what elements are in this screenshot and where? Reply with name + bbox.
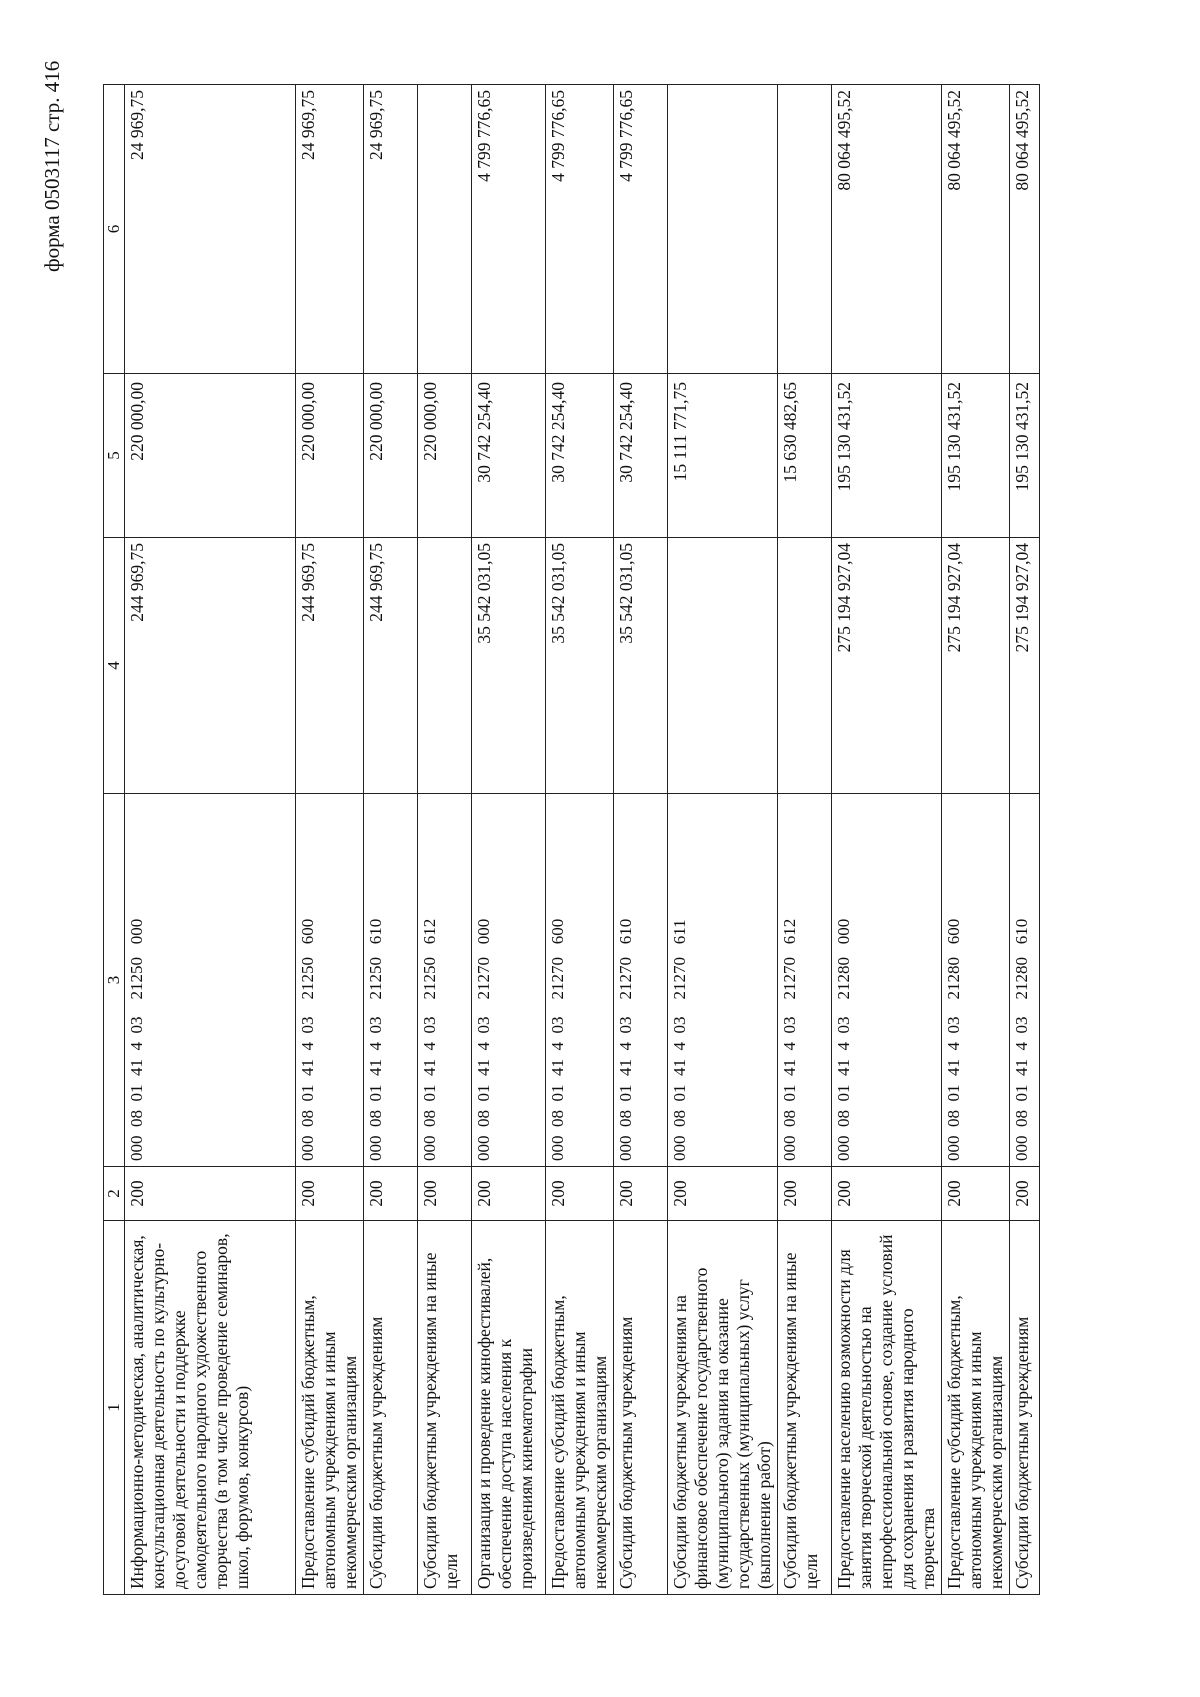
row-budget-code: 000 08 01 41 4 03 21280 600 xyxy=(942,794,1010,1167)
row-line-code: 200 xyxy=(472,1167,546,1221)
row-budget-code: 000 08 01 41 4 03 21250 600 xyxy=(296,794,364,1167)
form-label: форма 0503117 стр. 416 xyxy=(40,60,64,272)
header-cell: 2 xyxy=(104,1167,125,1221)
row-remaining-amount xyxy=(668,85,778,374)
table-body xyxy=(104,85,1040,1595)
row-budget-code: 000 08 01 41 4 03 21270 612 xyxy=(778,794,832,1167)
table-row xyxy=(778,85,832,1595)
row-name: Организация и проведение кинофестивалей, обеспечение доступа населения к произведениям кинематографии xyxy=(472,1221,546,1595)
row-executed-amount: 195 130 431,52 xyxy=(942,374,1010,538)
row-remaining-amount: 24 969,75 xyxy=(125,85,296,374)
row-executed-amount: 30 742 254,40 xyxy=(472,374,546,538)
row-remaining-amount xyxy=(418,85,472,374)
row-name: Субсидии бюджетным учреждениям на иные цели xyxy=(418,1221,472,1595)
row-name: Предоставление субсидий бюджетным, автономным учреждениям и иным некоммерческим организациям xyxy=(942,1221,1010,1595)
header-row xyxy=(104,85,125,1595)
row-line-code: 200 xyxy=(364,1167,418,1221)
table-row xyxy=(418,85,472,1595)
row-executed-amount: 30 742 254,40 xyxy=(546,374,614,538)
row-budget-code: 000 08 01 41 4 03 21270 611 xyxy=(668,794,778,1167)
row-budget-code: 000 08 01 41 4 03 21250 610 xyxy=(364,794,418,1167)
row-remaining-amount: 80 064 495,52 xyxy=(942,85,1010,374)
row-remaining-amount: 24 969,75 xyxy=(364,85,418,374)
row-name: Предоставление субсидий бюджетным, автономным учреждениям и иным некоммерческим организациям xyxy=(546,1221,614,1595)
table-row xyxy=(364,85,418,1595)
row-line-code: 200 xyxy=(1010,1167,1040,1221)
row-remaining-amount: 24 969,75 xyxy=(296,85,364,374)
row-remaining-amount xyxy=(778,85,832,374)
row-budget-code: 000 08 01 41 4 03 21280 610 xyxy=(1010,794,1040,1167)
table-row xyxy=(125,85,296,1595)
row-approved-amount: 244 969,75 xyxy=(296,538,364,794)
row-approved-amount: 275 194 927,04 xyxy=(942,538,1010,794)
row-approved-amount: 275 194 927,04 xyxy=(1010,538,1040,794)
table-row xyxy=(1010,85,1040,1595)
row-name: Субсидии бюджетным учреждениям на иные цели xyxy=(778,1221,832,1595)
row-executed-amount: 220 000,00 xyxy=(125,374,296,538)
row-approved-amount: 35 542 031,05 xyxy=(472,538,546,794)
row-approved-amount xyxy=(668,538,778,794)
row-line-code: 200 xyxy=(125,1167,296,1221)
row-approved-amount xyxy=(778,538,832,794)
row-line-code: 200 xyxy=(778,1167,832,1221)
budget-execution-table xyxy=(103,84,1040,1595)
table-row xyxy=(668,85,778,1595)
table-row xyxy=(942,85,1010,1595)
row-remaining-amount: 4 799 776,65 xyxy=(614,85,668,374)
header-cell: 6 xyxy=(104,85,125,374)
row-line-code: 200 xyxy=(296,1167,364,1221)
table-row xyxy=(546,85,614,1595)
header-cell: 3 xyxy=(104,794,125,1167)
header-cell: 1 xyxy=(104,1221,125,1595)
row-budget-code: 000 08 01 41 4 03 21250 612 xyxy=(418,794,472,1167)
header-cell: 5 xyxy=(104,374,125,538)
row-approved-amount: 35 542 031,05 xyxy=(546,538,614,794)
row-approved-amount: 275 194 927,04 xyxy=(832,538,942,794)
row-budget-code: 000 08 01 41 4 03 21280 000 xyxy=(832,794,942,1167)
row-budget-code: 000 08 01 41 4 03 21270 600 xyxy=(546,794,614,1167)
row-executed-amount: 220 000,00 xyxy=(364,374,418,538)
row-name: Субсидии бюджетным учреждениям xyxy=(1010,1221,1040,1595)
row-approved-amount: 35 542 031,05 xyxy=(614,538,668,794)
row-name: Субсидии бюджетным учреждениям xyxy=(614,1221,668,1595)
row-line-code: 200 xyxy=(832,1167,942,1221)
table-row xyxy=(472,85,546,1595)
row-executed-amount: 220 000,00 xyxy=(296,374,364,538)
table-row xyxy=(832,85,942,1595)
row-approved-amount xyxy=(418,538,472,794)
row-line-code: 200 xyxy=(942,1167,1010,1221)
row-executed-amount: 195 130 431,52 xyxy=(1010,374,1040,538)
row-executed-amount: 15 630 482,65 xyxy=(778,374,832,538)
row-name: Субсидии бюджетным учреждениям на финансовое обеспечение государственного (муниципального) задания на оказание государственных (муниципальных) услуг (выполнение работ) xyxy=(668,1221,778,1595)
row-line-code: 200 xyxy=(614,1167,668,1221)
table-row xyxy=(614,85,668,1595)
row-budget-code: 000 08 01 41 4 03 21270 610 xyxy=(614,794,668,1167)
header-cell: 4 xyxy=(104,538,125,794)
row-line-code: 200 xyxy=(546,1167,614,1221)
row-executed-amount: 15 111 771,75 xyxy=(668,374,778,538)
row-approved-amount: 244 969,75 xyxy=(364,538,418,794)
row-executed-amount: 195 130 431,52 xyxy=(832,374,942,538)
row-line-code: 200 xyxy=(418,1167,472,1221)
row-remaining-amount: 80 064 495,52 xyxy=(1010,85,1040,374)
table-row xyxy=(296,85,364,1595)
row-budget-code: 000 08 01 41 4 03 21270 000 xyxy=(472,794,546,1167)
row-budget-code: 000 08 01 41 4 03 21250 000 xyxy=(125,794,296,1167)
row-name: Предоставление субсидий бюджетным, автономным учреждениям и иным некоммерческим организациям xyxy=(296,1221,364,1595)
row-remaining-amount: 80 064 495,52 xyxy=(832,85,942,374)
row-name: Информационно-методическая, аналитическая, консультационная деятельность по культурно-досуговой деятельности и поддержке самодеятельного народного художественного творчества (в том числе проведение семинаров, школ, форумов, конкурсов) xyxy=(125,1221,296,1595)
row-approved-amount: 244 969,75 xyxy=(125,538,296,794)
row-remaining-amount: 4 799 776,65 xyxy=(546,85,614,374)
row-executed-amount: 220 000,00 xyxy=(418,374,472,538)
row-name: Субсидии бюджетным учреждениям xyxy=(364,1221,418,1595)
row-name: Предоставление населению возможности для занятия творческой деятельностью на непрофессиональной основе, создание условий для сохранения и развития народного творчества xyxy=(832,1221,942,1595)
row-executed-amount: 30 742 254,40 xyxy=(614,374,668,538)
row-remaining-amount: 4 799 776,65 xyxy=(472,85,546,374)
row-line-code: 200 xyxy=(668,1167,778,1221)
